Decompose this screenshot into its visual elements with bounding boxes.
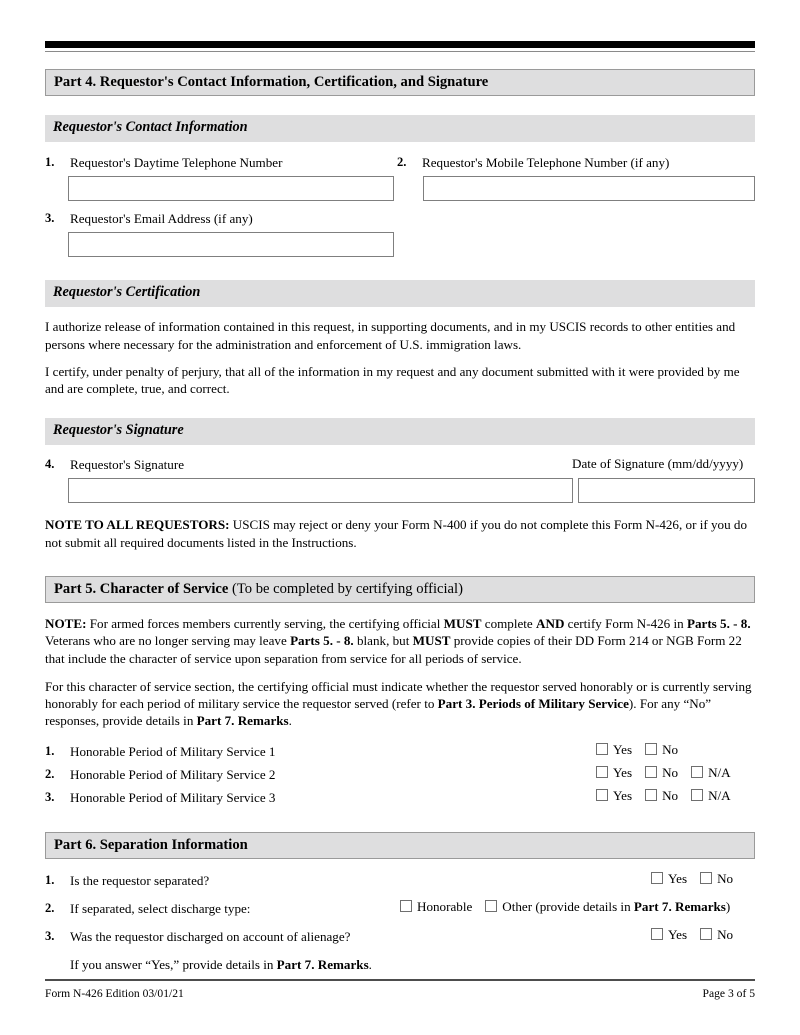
checkbox-label-honorable-2-na: N/A <box>708 764 731 780</box>
part5-note-seg-1: For armed forces members currently serving, the certifying official <box>86 616 444 632</box>
item-number-p5-3: 3. <box>45 789 55 804</box>
discharge-other-text-bold: Part 7. Remarks <box>633 898 726 914</box>
certification-paragraph-1: I authorize release of information contained in this request, in supporting documents, and in my USCIS records to other entities and persons where necessary for the administration and enforcement of U.S. immigration laws. <box>45 319 736 352</box>
checkbox-label-alienage-yes: Yes <box>668 926 688 942</box>
footer-form-edition: Form N-426 Edition 03/01/21 <box>45 987 184 1000</box>
part5-note-seg-4: Veterans who are no longer serving may leave <box>45 633 291 649</box>
checkbox-group-discharge-type <box>400 899 730 915</box>
checkbox-honorable-2-no[interactable] <box>645 766 657 778</box>
part5-note-seg-3: certify Form N-426 in <box>564 616 687 632</box>
label-date-of-signature: Date of Signature (mm/dd/yyyy) <box>572 456 744 472</box>
top-thick-rule <box>45 41 755 48</box>
row-discharge-type <box>45 900 405 917</box>
item-number-p6-2: 2. <box>45 900 55 915</box>
checkbox-discharge-other[interactable] <box>485 900 497 912</box>
item-number-2: 2. <box>397 155 407 170</box>
field-row-mobile-phone <box>397 154 755 171</box>
field-row-email <box>45 210 755 227</box>
input-daytime-phone[interactable] <box>68 176 394 201</box>
checkbox-label-honorable-3-no: No <box>662 787 679 803</box>
part5-note-seg-6: provide copies of their DD Form 214 or NGB Form 22 that include the character of service upon separation from service for all periods of service. <box>45 633 742 666</box>
checkbox-separated-no[interactable] <box>700 872 712 884</box>
certification-paragraph-2: I certify, under penalty of perjury, that all of the information in my request and any document submitted with it were provided by me and are complete, true, and correct. <box>45 363 740 397</box>
checkbox-honorable-1-yes[interactable] <box>596 743 608 755</box>
part6-header <box>45 832 755 859</box>
footer-rule <box>45 979 755 981</box>
label-honorable-period-3: Honorable Period of Military Service 3 <box>70 789 276 805</box>
checkbox-alienage-no[interactable] <box>700 928 712 940</box>
checkbox-group-alienage <box>651 927 733 943</box>
part5-instructions-seg-1: For this character of service section, the certifying official must indicate whether the requestor served honorably or is currently serving honorably for each period of military service the requestor served (refer to <box>45 678 752 712</box>
row-honorable-period-1 <box>45 743 545 760</box>
label-signature: Requestor's Signature <box>70 457 185 473</box>
part5-instructions <box>45 678 755 730</box>
checkbox-label-discharge-honorable: Honorable <box>417 898 473 914</box>
item-number-4: 4. <box>45 457 55 472</box>
note-to-all-requestors <box>45 516 755 551</box>
item-number-3: 3. <box>45 211 55 226</box>
part4-header <box>45 69 755 96</box>
input-mobile-phone[interactable] <box>423 176 755 201</box>
item-number-1: 1. <box>45 155 55 170</box>
alienage-subline <box>70 956 755 973</box>
part5-note-bold-1: MUST <box>443 616 482 632</box>
checkbox-honorable-3-no[interactable] <box>645 789 657 801</box>
label-daytime-phone: Requestor's Daytime Telephone Number <box>70 155 283 171</box>
part5-instructions-bold-1: Part 3. Periods of Military Service <box>437 696 629 712</box>
checkbox-honorable-3-yes[interactable] <box>596 789 608 801</box>
checkbox-discharge-honorable[interactable] <box>400 900 412 912</box>
row-honorable-period-2 <box>45 766 545 783</box>
checkbox-label-honorable-2-no: No <box>662 764 679 780</box>
checkbox-separated-yes[interactable] <box>651 872 663 884</box>
checkbox-label-discharge-other <box>502 899 730 914</box>
discharge-other-text-post: ) <box>725 898 731 914</box>
checkbox-honorable-1-no[interactable] <box>645 743 657 755</box>
checkbox-honorable-2-yes[interactable] <box>596 766 608 778</box>
part5-instructions-bold-2: Part 7. Remarks <box>196 713 289 729</box>
part4-header-title: Part 4. Requestor's Contact Information, Certification, and Signature <box>54 74 489 90</box>
part5-note-bold-2: AND <box>536 616 565 632</box>
discharge-other-text-pre: Other (provide details in <box>502 898 634 914</box>
label-discharged-alienage: Was the requestor discharged on account of alienage? <box>70 928 351 944</box>
subsection-signature: Requestor's Signature <box>45 418 755 445</box>
page-content <box>45 0 755 973</box>
label-discharge-type: If separated, select discharge type: <box>70 900 251 916</box>
part5-note-bold-3: Parts 5. - 8. <box>686 616 751 632</box>
checkbox-group-honorable-2 <box>596 765 731 781</box>
row-honorable-period-3 <box>45 789 545 806</box>
field-row-signature <box>45 456 545 473</box>
field-row-daytime-phone <box>45 154 395 171</box>
input-date-of-signature[interactable] <box>578 478 755 503</box>
page-footer <box>45 979 755 1000</box>
alienage-subline-bold: Part 7. Remarks <box>276 956 369 972</box>
footer-page-number: Page 3 of 5 <box>702 987 755 1000</box>
alienage-subline-post: . <box>368 956 372 972</box>
checkbox-label-alienage-no: No <box>717 926 734 942</box>
input-email[interactable] <box>68 232 394 257</box>
checkbox-alienage-yes[interactable] <box>651 928 663 940</box>
part6-header-title: Part 6. Separation Information <box>54 836 248 853</box>
note-to-all-requestors-label: NOTE TO ALL REQUESTORS: <box>45 517 230 533</box>
alienage-subline-pre: If you answer “Yes,” provide details in <box>70 956 277 972</box>
note-to-all-requestors-text: USCIS may reject or deny your Form N-400 if you do not complete this Form N-426, or if you do not submit all required documents listed in the Instructions. <box>45 517 747 550</box>
label-is-requestor-separated: Is the requestor separated? <box>70 872 210 888</box>
part5-note <box>45 615 755 667</box>
part5-note-seg-2: complete <box>481 616 537 632</box>
checkbox-label-honorable-2-yes: Yes <box>613 764 633 780</box>
checkbox-group-separated <box>651 871 733 887</box>
checkbox-honorable-2-na[interactable] <box>691 766 703 778</box>
part5-note-seg-5: blank, but <box>353 633 413 649</box>
checkbox-label-honorable-3-na: N/A <box>708 787 731 803</box>
part5-instructions-seg-2: ). For any “No” responses, provide details in <box>45 696 712 729</box>
checkbox-label-separated-no: No <box>717 870 734 886</box>
label-mobile-phone: Requestor's Mobile Telephone Number (if any) <box>422 155 670 171</box>
row-discharged-alienage <box>45 928 545 945</box>
part5-note-label: NOTE: <box>45 616 87 632</box>
item-number-p5-1: 1. <box>45 743 55 758</box>
part5-note-bold-4: Parts 5. - 8. <box>290 633 354 649</box>
label-honorable-period-2: Honorable Period of Military Service 2 <box>70 766 276 782</box>
row-is-requestor-separated <box>45 872 545 889</box>
checkbox-label-honorable-1-yes: Yes <box>613 741 633 757</box>
subsection-certification: Requestor's Certification <box>45 280 755 307</box>
checkbox-group-honorable-1 <box>596 742 678 758</box>
subsection-contact-information: Requestor's Contact Information <box>45 115 755 142</box>
label-honorable-period-1: Honorable Period of Military Service 1 <box>70 743 276 759</box>
checkbox-label-honorable-1-no: No <box>662 741 679 757</box>
part5-header-title: Part 5. Character of Service <box>54 580 229 597</box>
part5-header <box>45 576 755 603</box>
input-signature[interactable] <box>68 478 573 503</box>
part5-header-subtitle: (To be completed by certifying official) <box>228 580 463 597</box>
item-number-p5-2: 2. <box>45 766 55 781</box>
label-email: Requestor's Email Address (if any) <box>70 211 253 227</box>
checkbox-label-honorable-3-yes: Yes <box>613 787 633 803</box>
checkbox-honorable-3-na[interactable] <box>691 789 703 801</box>
item-number-p6-3: 3. <box>45 928 55 943</box>
part5-instructions-seg-3: . <box>288 713 292 729</box>
part5-note-bold-5: MUST <box>412 633 451 649</box>
item-number-p6-1: 1. <box>45 872 55 887</box>
top-thin-rule <box>45 51 755 52</box>
checkbox-group-honorable-3 <box>596 788 731 804</box>
checkbox-label-separated-yes: Yes <box>668 870 688 886</box>
